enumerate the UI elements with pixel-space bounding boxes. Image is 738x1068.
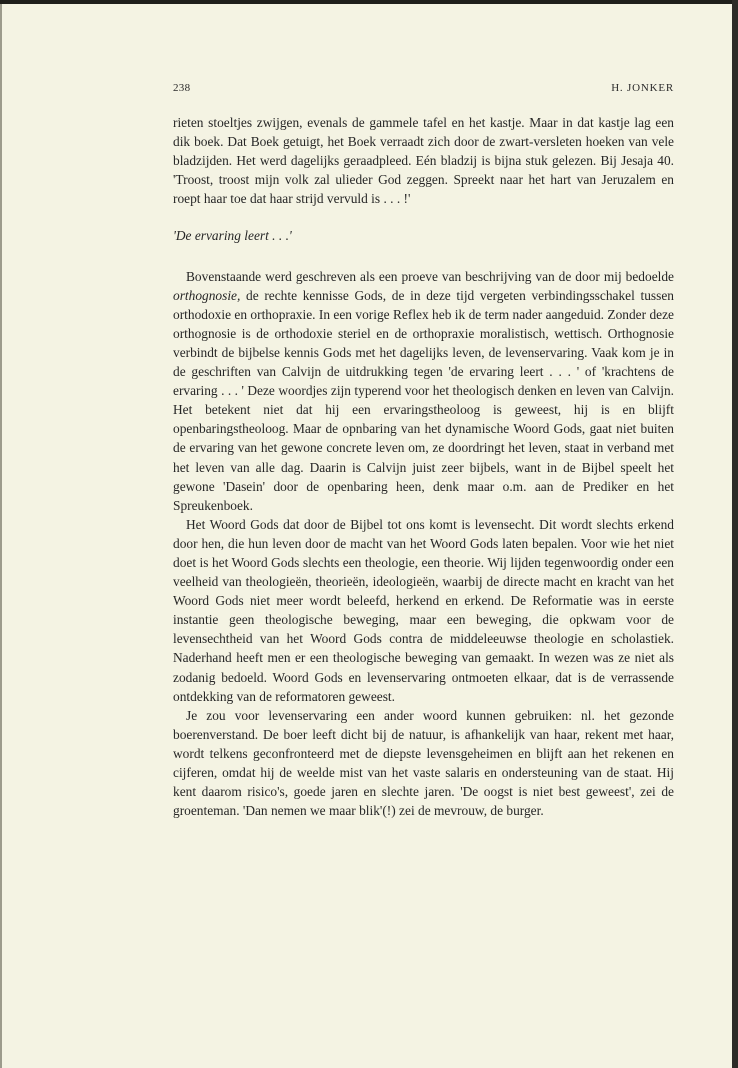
- paragraph-4: Je zou voor levenservaring een ander woord kunnen gebruiken: nl. het gezonde boerenverstand. De boer leeft dicht bij de natuur, is afhankelijk van haar, rekent met haar, wordt telkens geconfronteerd met de diepste levensgeheimen en blijft aan het rekenen en cijferen, omdat hij de weelde mist van het vaste salaris en ondersteuning van de staat. Hij kent daarom risico's, goede jaren en slechte jaren. 'De oogst is niet best geweest', zei de groenteman. 'Dan nemen we maar blik'(!) zei de mevrouw, de burger.: [173, 707, 674, 819]
- section-heading: 'De ervaring leert . . .': [173, 228, 292, 244]
- paragraph-2-emphasis: orthognosie,: [173, 287, 241, 303]
- paragraph-1: rieten stoeltjes zwijgen, evenals de gammele tafel en het kastje. Maar in dat kastje lag een dik boek. Dat Boek getuigt, het Boek verraadt zich door de zwart-versleten hoeken van vele bladzijden. Het werd dagelijks geraadpleed. Eén bladzij is bijna stuk gelezen. Bij Jesaja 40. 'Troost, troost mijn volk zal ulieder God zeggen. Spreekt naar het hart van Jeruzalem en roept haar toe dat haar strijd vervuld is . . . !': [173, 115, 674, 207]
- scan-edge-top: [0, 0, 738, 4]
- page-number: 238: [173, 82, 191, 94]
- body-text: [173, 113, 674, 820]
- scan-edge-left: [0, 4, 2, 1068]
- scan-edge-right: [732, 0, 738, 1068]
- paragraph-2: [173, 267, 674, 515]
- running-head: H. JONKER: [611, 82, 674, 94]
- paragraph-3: Het Woord Gods dat door de Bijbel tot ons komt is levensecht. Dit wordt slechts erkend door hen, die hun leven door de macht van het Woord Gods laten bepalen. Voor wie het niet doet is het Woord Gods slechts een theologie, een theorie. Wij lijden tegenwoordig onder een veelheid van theologieën, theorieën, ideologieën, waarbij de directe macht en kracht van het Woord Gods niet meer wordt beleefd, herkend en erkend. De Reformatie was in eerste instantie geen theologische beweging, maar een beweging, die opkwam voor de levensechtheid van het Woord Gods contra de middeleeuwse theologie en scholastiek. Naderhand heeft men er een theologische beweging van gemaakt. In wezen was ze niet als zodanig bedoeld. Woord Gods en levenservaring ontmoeten elkaar, dat is de verrassende ontdekking van de reformatoren geweest.: [173, 516, 674, 704]
- paragraph-2-text-a: Bovenstaande werd geschreven als een proeve van beschrijving van de door mij bedoelde: [186, 268, 674, 284]
- paragraph-2-text-b: de rechte kennisse Gods, de in deze tijd vergeten verbindingsschakel tussen orthodoxie en orthopraxie. In een vorige Reflex heb ik de term nader aangeduid. Zonder deze orthognosie is de orthodoxie steriel en de orthopraxie moralistisch, wettisch. Orthognosie verbindt de bijbelse kennis Gods met het dagelijks leven, de levenservaring. Vaak kom je in de geschriften van Calvijn de uitdrukking tegen 'de ervaring leert . . . ' of 'krachtens de ervaring . . . ' Deze woordjes zijn typerend voor het theologisch denken en leven van Calvijn. Het betekent niet dat hij een ervaringstheoloog is geweest, hij is en blijft openbaringstheoloog. Maar de opnbaring van het dynamische Woord Gods, gaat niet buiten de ervaring van het gewone concrete leven om, ze doordringt het leven, staat in verband met het leven van alle dag. Daarin is Calvijn juist zeer bijbels, want in de Bijbel speelt het gewone 'Dasein' door de openbaring heen, denk maar o.m. aan de Prediker en het Spreukenboek.: [173, 287, 674, 513]
